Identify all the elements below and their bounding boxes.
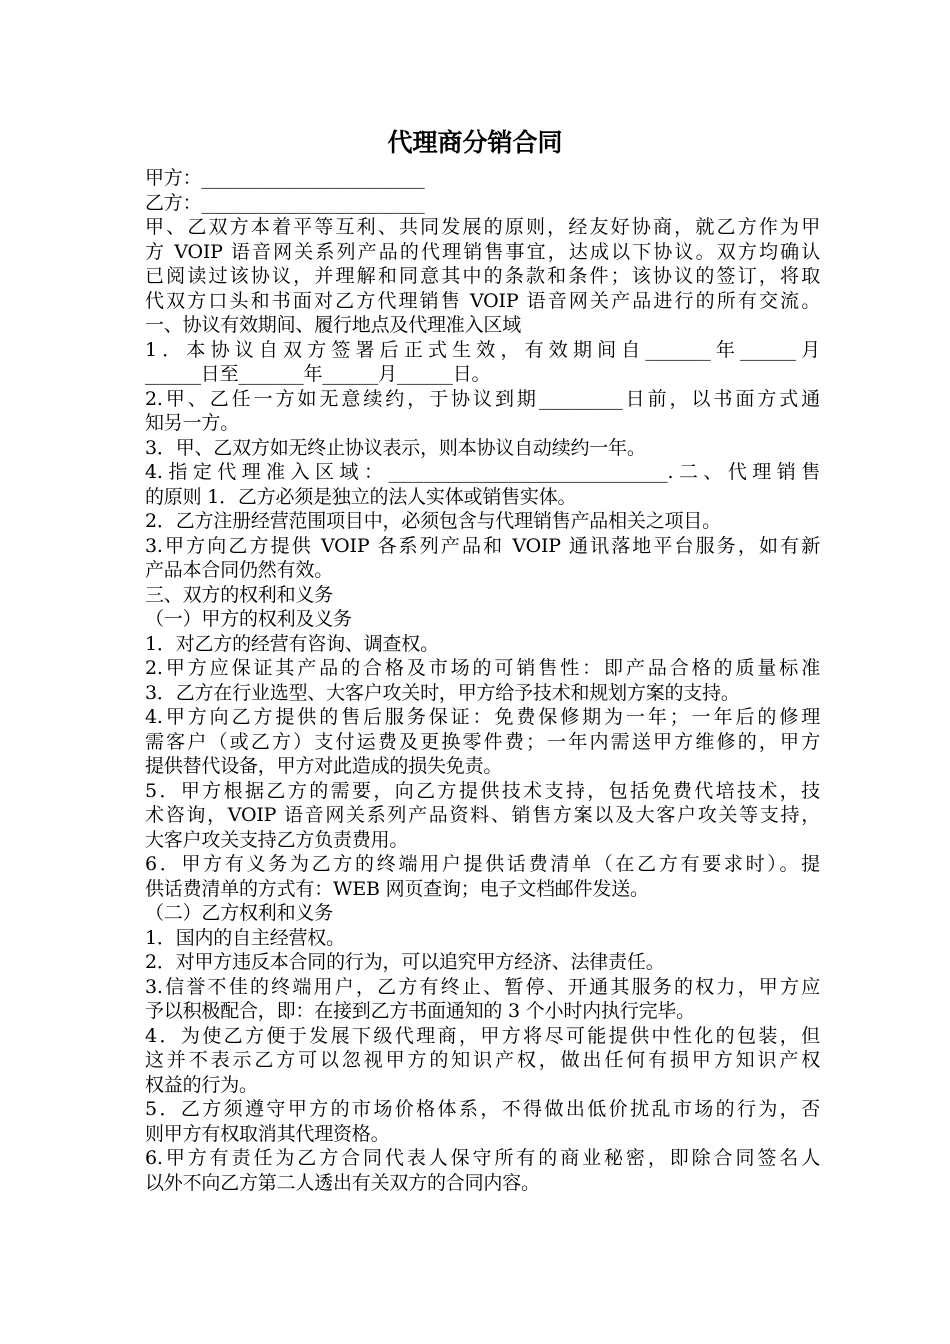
document-line: 3.信誉不佳的终端用户，乙方有终止、暂停、开通其服务的权力，甲方应 (145, 975, 820, 998)
document-line: 权益的行为。 (145, 1073, 258, 1096)
document-line: 的原则 1．乙方必须是独立的法人实体或销售实体。 (145, 485, 577, 508)
document-line: 3.甲方向乙方提供 VOIP 各系列产品和 VOIP 通讯落地平台服务，如有新 (145, 534, 820, 557)
document-line: 5．乙方须遵守甲方的市场价格体系，不得做出低价扰乱市场的行为，否 (145, 1098, 820, 1120)
document-line: 6．甲方有义务为乙方的终端用户提供话费清单（在乙方有要求时）。提 (145, 853, 820, 875)
document-line: 产品本合同仍然有效。 (145, 559, 334, 581)
document-line: 2．对甲方违反本合同的行为，可以追究甲方经济、法律责任。 (145, 951, 665, 973)
document-line: 3．乙方在行业选型、大客户攻关时，甲方给予技术和规划方案的支持。 (145, 681, 740, 704)
document-line: 以外不向乙方第二人透出有关双方的合同内容。 (145, 1171, 540, 1194)
document-line: （一）甲方的权利及义务 (145, 608, 352, 630)
document-line: 已阅读过该协议，并理解和同意其中的条款和条件；该协议的签订，将取 (145, 265, 820, 287)
document-line: 4．为使乙方便于发展下级代理商，甲方将尽可能提供中性化的包装，但 (145, 1024, 820, 1047)
document-line: 供话费清单的方式有：WEB 网页查询；电子文档邮件发送。 (145, 877, 649, 900)
document-line: 这并不表示乙方可以忽视甲方的知识产权，做出任何有损甲方知识产权 (145, 1049, 820, 1071)
document-line: 6.甲方有责任为乙方合同代表人保守所有的商业秘密，即除合同签名人 (145, 1147, 820, 1169)
document-line: 2.甲方应保证其产品的合格及市场的可销售性：即产品合格的质量标准 (145, 657, 820, 679)
document-line: 予以积极配合，即：在接到乙方书面通知的 3 个小时内执行完毕。 (145, 1000, 695, 1022)
document-line: 1．本协议自双方签署后正式生效，有效期间自_______年______月 (145, 338, 820, 361)
document-line: 一、协议有效期间、履行地点及代理准入区域 (145, 314, 522, 336)
document-line: 3．甲、乙双方如无终止协议表示，则本协议自动续约一年。 (145, 436, 646, 459)
document-line: 代双方口头和书面对乙方代理销售 VOIP 语音网关产品进行的所有交流。 (145, 289, 820, 312)
document-line: 方 VOIP 语音网关系列产品的代理销售事宜，达成以下协议。双方均确认 (145, 240, 820, 263)
document-body (145, 166, 820, 1195)
document-line: 三、双方的权利和义务 (145, 583, 334, 606)
document-line: 乙方：________________________ (145, 191, 425, 214)
document-line: 4.指定代理准入区域：______________________________.二、代理销售 (145, 461, 820, 483)
document-line: 4.甲方向乙方提供的售后服务保证：免费保修期为一年；一年后的修理 (145, 706, 820, 728)
document-line: 提供替代设备，甲方对此造成的损失免责。 (145, 755, 503, 777)
document-line: 5．甲方根据乙方的需要，向乙方提供技术支持，包括免费代培技术，技 (145, 779, 820, 802)
document-title: 代理商分销合同 (387, 128, 563, 157)
document-line: ______日至_______年______月______日。 (145, 363, 491, 385)
document-line: 甲、乙双方本着平等互利、共同发展的原则，经友好协商，就乙方作为甲 (145, 216, 820, 238)
document-line: 知另一方。 (145, 412, 240, 434)
document-line: 则甲方有权取消其代理资格。 (145, 1122, 390, 1145)
document-line: 术咨询，VOIP 语音网关系列产品资料、销售方案以及大客户攻关等支持， (145, 804, 820, 826)
document-line: 1．国内的自主经营权。 (145, 926, 345, 949)
document-line: （二）乙方权利和义务 (145, 902, 334, 924)
document-line: 大客户攻关支持乙方负责费用。 (145, 828, 409, 851)
document-line: 甲方：________________________ (145, 167, 425, 189)
document-line: 1．对乙方的经营有咨询、调查权。 (145, 632, 439, 655)
document-line: 2.甲、乙任一方如无意续约，于协议到期_________日前，以书面方式通 (145, 387, 820, 410)
document-line: 2．乙方注册经营范围项目中，必须包含与代理销售产品相关之项目。 (145, 510, 721, 532)
document-line: 需客户（或乙方）支付运费及更换零件费；一年内需送甲方维修的，甲方 (145, 730, 820, 753)
